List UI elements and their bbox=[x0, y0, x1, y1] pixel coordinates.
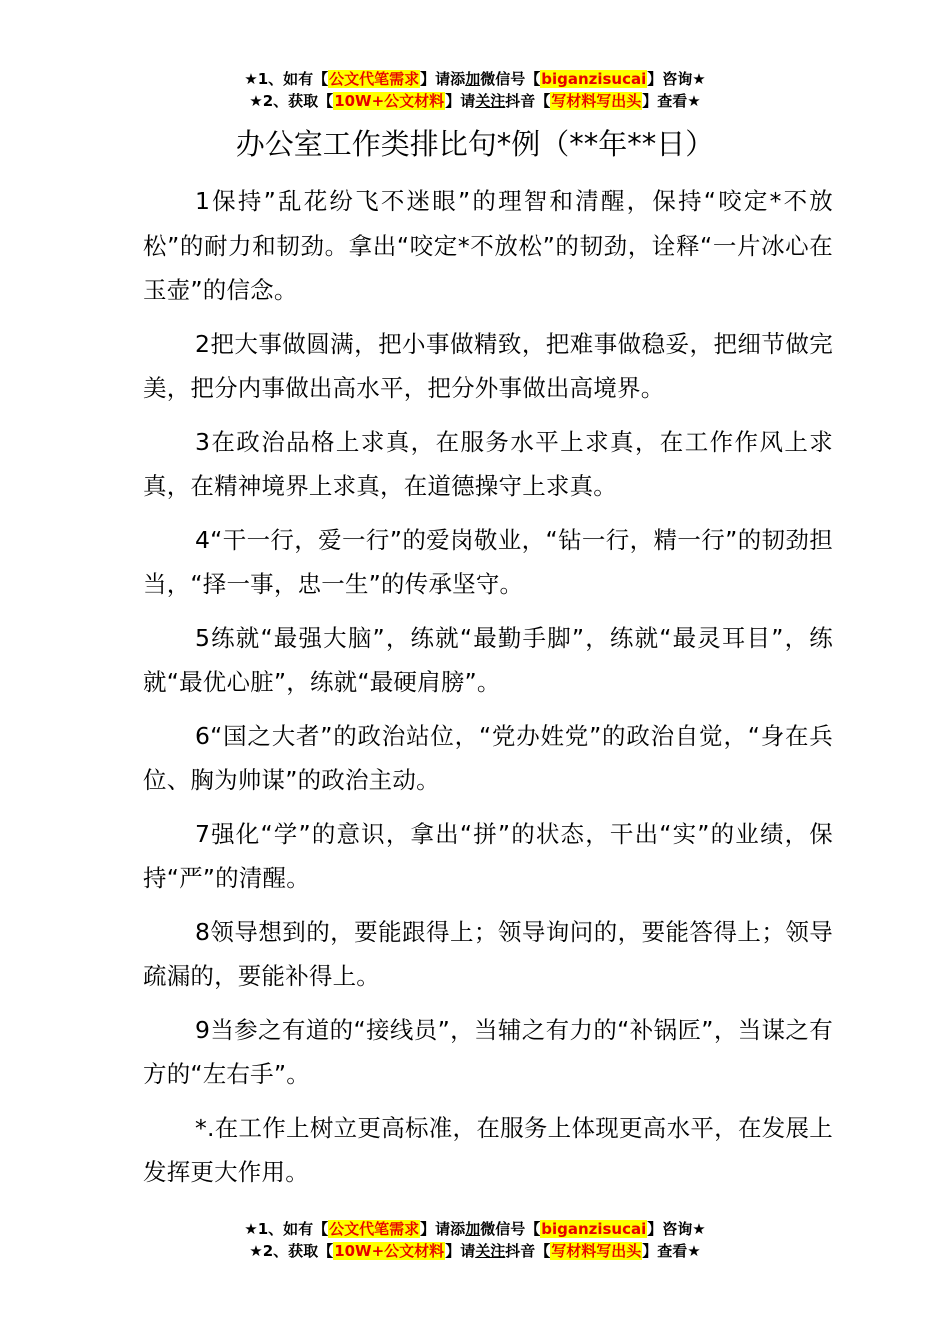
paragraph: 4“干一行，爱一行”的爱岗敬业，“钻一行，精一行”的韧劲担当，“择一事，忠一生”的传承坚守。 bbox=[143, 525, 833, 598]
banner-text: 】咨询★ bbox=[647, 70, 706, 88]
banner-highlight: 写材料写出头 bbox=[551, 92, 642, 110]
paragraph: 6“国之大者”的政治站位，“党办姓党”的政治自觉，“身在兵位、胸为帅谋”的政治主动。 bbox=[143, 721, 833, 794]
banner-underlined: 关注 bbox=[475, 1242, 506, 1260]
paragraph: 7强化“学”的意识，拿出“拼”的状态，干出“实”的业绩，保持“严”的清醒。 bbox=[143, 819, 833, 892]
paragraph: 3在政治品格上求真，在服务水平上求真，在工作作风上求真，在精神境界上求真，在道德操守上求真。 bbox=[143, 427, 833, 500]
paragraph: 2把大事做圆满，把小事做精致，把难事做稳妥，把细节做完美，把分内事做出高水平，把分外事做出高境界。 bbox=[143, 329, 833, 402]
header-banner bbox=[0, 68, 950, 112]
banner-highlight: 公文代笔需求 bbox=[329, 70, 420, 88]
banner-text: 微信号【 bbox=[480, 1220, 541, 1238]
banner-underlined: 加 bbox=[465, 1220, 481, 1238]
banner-text: 】查看★ bbox=[642, 1242, 701, 1260]
banner-text: 】请 bbox=[445, 1242, 476, 1260]
banner-text: 】请添 bbox=[420, 1220, 466, 1238]
banner-text: 】请添 bbox=[420, 70, 466, 88]
paragraph: 5练就“最强大脑”，练就“最勤手脚”，练就“最灵耳目”，练就“最优心脏”，练就“最硬肩膀”。 bbox=[143, 623, 833, 696]
banner-underlined: 关注 bbox=[475, 92, 506, 110]
banner-underlined: 加 bbox=[465, 70, 481, 88]
banner-highlight: 10W+公文材料 bbox=[334, 92, 445, 110]
footer-banner bbox=[0, 1218, 950, 1262]
document-title: 办公室工作类排比句*例（**年**日） bbox=[235, 127, 715, 161]
banner-text: ★2、获取【 bbox=[249, 1242, 334, 1260]
banner-text: 】查看★ bbox=[642, 92, 701, 110]
paragraph: 9当参之有道的“接线员”，当辅之有力的“补锅匠”，当谋之有方的“左右手”。 bbox=[143, 1015, 833, 1088]
banner-text: 】咨询★ bbox=[647, 1220, 706, 1238]
banner-line-1 bbox=[0, 1218, 950, 1240]
banner-highlight: biganzisucai bbox=[541, 1220, 647, 1238]
banner-text: 】请 bbox=[445, 92, 476, 110]
banner-highlight: biganzisucai bbox=[541, 70, 647, 88]
banner-text: ★2、获取【 bbox=[249, 92, 334, 110]
paragraph: 8领导想到的，要能跟得上；领导询问的，要能答得上；领导疏漏的，要能补得上。 bbox=[143, 917, 833, 990]
banner-highlight: 写材料写出头 bbox=[551, 1242, 642, 1260]
banner-highlight: 10W+公文材料 bbox=[334, 1242, 445, 1260]
banner-text: ★1、如有【 bbox=[244, 1220, 329, 1238]
banner-text: 抖音【 bbox=[505, 92, 551, 110]
paragraph: 1保持”乱花纷飞不迷眼”的理智和清醒，保持“咬定*不放松”的耐力和韧劲。拿出“咬定*不放松”的韧劲，诠释“一片冰心在玉壶”的信念。 bbox=[143, 187, 833, 304]
paragraph: *.在工作上树立更高标准，在服务上体现更高水平，在发展上发挥更大作用。 bbox=[143, 1113, 833, 1186]
document-body bbox=[143, 179, 833, 1204]
banner-text: 抖音【 bbox=[505, 1242, 551, 1260]
banner-line-1 bbox=[0, 68, 950, 90]
banner-text: ★1、如有【 bbox=[244, 70, 329, 88]
banner-line-2 bbox=[0, 1240, 950, 1262]
banner-line-2 bbox=[0, 90, 950, 112]
banner-highlight: 公文代笔需求 bbox=[329, 1220, 420, 1238]
banner-text: 微信号【 bbox=[480, 70, 541, 88]
